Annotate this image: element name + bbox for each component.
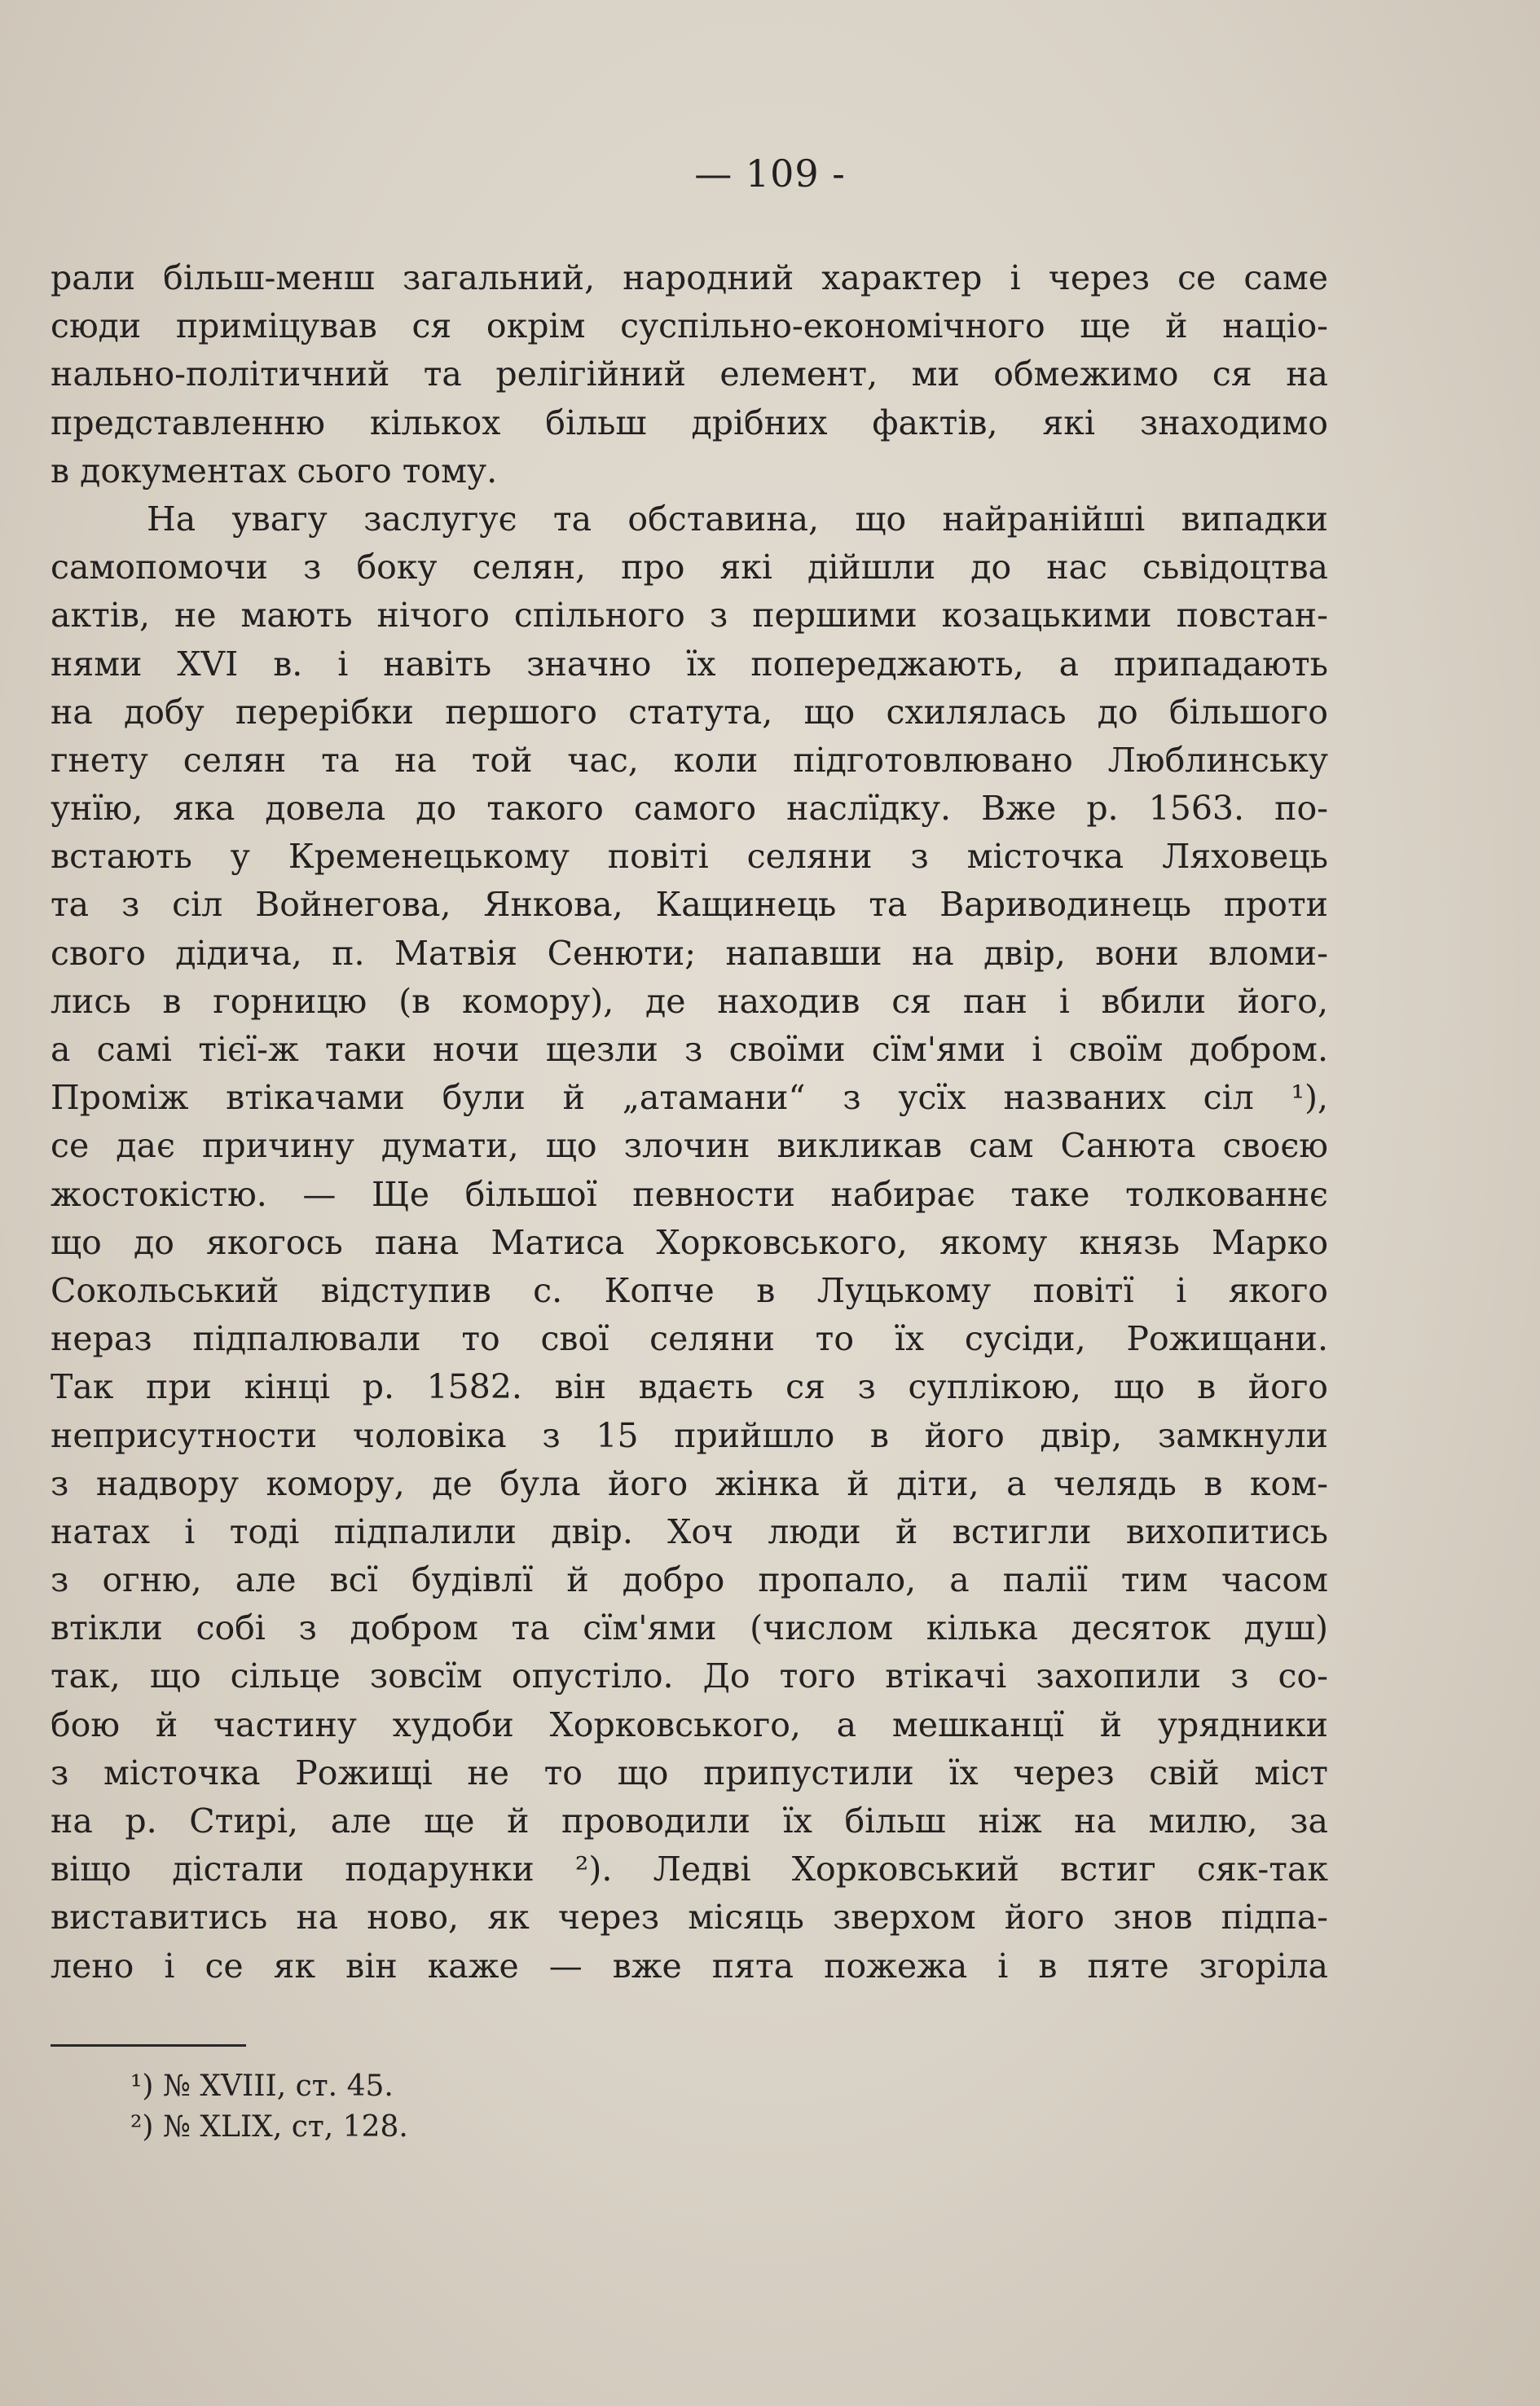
footnote: ²) № XLIX, ст, 128.: [130, 2110, 408, 2144]
text-line: з огню, але всї будівлї й добро пропало, а палії тим часом: [51, 1560, 1328, 1600]
text-line: Так при кінці р. 1582. він вдаєть ся з суплікою, що в його: [51, 1367, 1328, 1407]
text-line: що до якогось пана Матиса Хорковського, якому князь Марко: [51, 1222, 1328, 1262]
text-line: сюди приміцував ся окрім суспільно-економічного ще й націо-: [51, 306, 1328, 346]
text-line: втікли собі з добром та сїм'ями (числом кілька десяток душ): [51, 1608, 1328, 1648]
text-line: з місточка Рожищі не то що припустили їх через свій міст: [51, 1753, 1328, 1792]
text-line: самопомочи з боку селян, про які дійшли до нас сьвідоцтва: [51, 548, 1328, 587]
text-line: актів, не мають нічого спільного з першими козацькими повстан-: [51, 596, 1328, 636]
text-line: та з сіл Войнегова, Янкова, Кащинець та Вариводинець проти: [51, 885, 1328, 925]
paragraph-start-line: На увагу заслугує та обставина, що найранійші випадки: [147, 499, 1328, 539]
text-line: неприсутности чоловіка з 15 прийшло в його двір, замкнули: [51, 1415, 1328, 1455]
text-line: представленню кількох більш дрібних фактів, які знаходимо: [51, 402, 1328, 442]
text-line: свого дідича, п. Матвія Сенюти; напавши на двір, вони вломи-: [51, 933, 1328, 973]
text-line: Проміж втікачами були й „атамани“ з усїх названих сіл ¹),: [51, 1078, 1328, 1118]
text-line: жостокістю. — Ще більшої певности набирає таке толкованнє: [51, 1174, 1328, 1214]
text-line: се дає причину думати, що злочин викликав сам Санюта своєю: [51, 1126, 1328, 1166]
text-line: натах і тоді підпалили двір. Хоч люди й встигли вихопитись: [51, 1511, 1328, 1551]
text-line: на добу перерібки першого статута, що схилялась до більшого: [51, 692, 1328, 732]
text-line: нально-політичний та релігійний елемент, ми обмежимо ся на: [51, 354, 1328, 394]
footnotes: [130, 2066, 864, 2148]
text-line: нями XVI в. і навіть значно їх попереджають, а припадають: [51, 644, 1328, 684]
text-line: на р. Стирі, але ще й проводили їх більш ніж на милю, за: [51, 1801, 1328, 1841]
text-line: рали більш-менш загальний, народний характер і через се саме: [51, 258, 1328, 297]
text-line: виставитись на ново, як через місяць зверхом його знов підпа-: [51, 1898, 1328, 1938]
text-line: лено і се як він каже — вже пята пожежа і в пяте згоріла: [51, 1946, 1328, 1986]
text-line: встають у Кременецькому повіті селяни з місточка Ляховець: [51, 837, 1328, 877]
text-line: бою й частину худоби Хорковського, а мешканцї й урядники: [51, 1704, 1328, 1744]
page-number: — 109 -: [694, 152, 846, 196]
text-line: а самі тієї-ж таки ночи щезли з своїми сїм'ями і своїм добром.: [51, 1030, 1328, 1069]
text-line: віщо дістали подарунки ²). Ледві Хорковський встиг сяк-так: [51, 1850, 1328, 1889]
text-line: унїю, яка довела до такого самого наслїдку. Вже р. 1563. по-: [51, 789, 1328, 829]
footnote-divider: [51, 2044, 246, 2047]
text-line: з надвору комору, де була його жінка й діти, а челядь в ком-: [51, 1463, 1328, 1503]
text-line: так, що сільце зовсїм опустіло. До того втікачі захопили з со-: [51, 1656, 1328, 1696]
text-line: лись в горницю (в комору), де находив ся пан і вбили його,: [51, 981, 1328, 1021]
footnote: ¹) № XVIII, ст. 45.: [130, 2070, 394, 2103]
text-line: в документах сього тому.: [51, 451, 498, 490]
text-line: нераз підпалювали то свої селяни то їх сусіди, Рожищани.: [51, 1319, 1328, 1359]
text-line: Сокольський відступив с. Копче в Луцькому повітї і якого: [51, 1270, 1328, 1310]
body-text: [51, 254, 1328, 1990]
text-line: гнету селян та на той час, коли підготовлювано Люблинську: [51, 740, 1328, 780]
